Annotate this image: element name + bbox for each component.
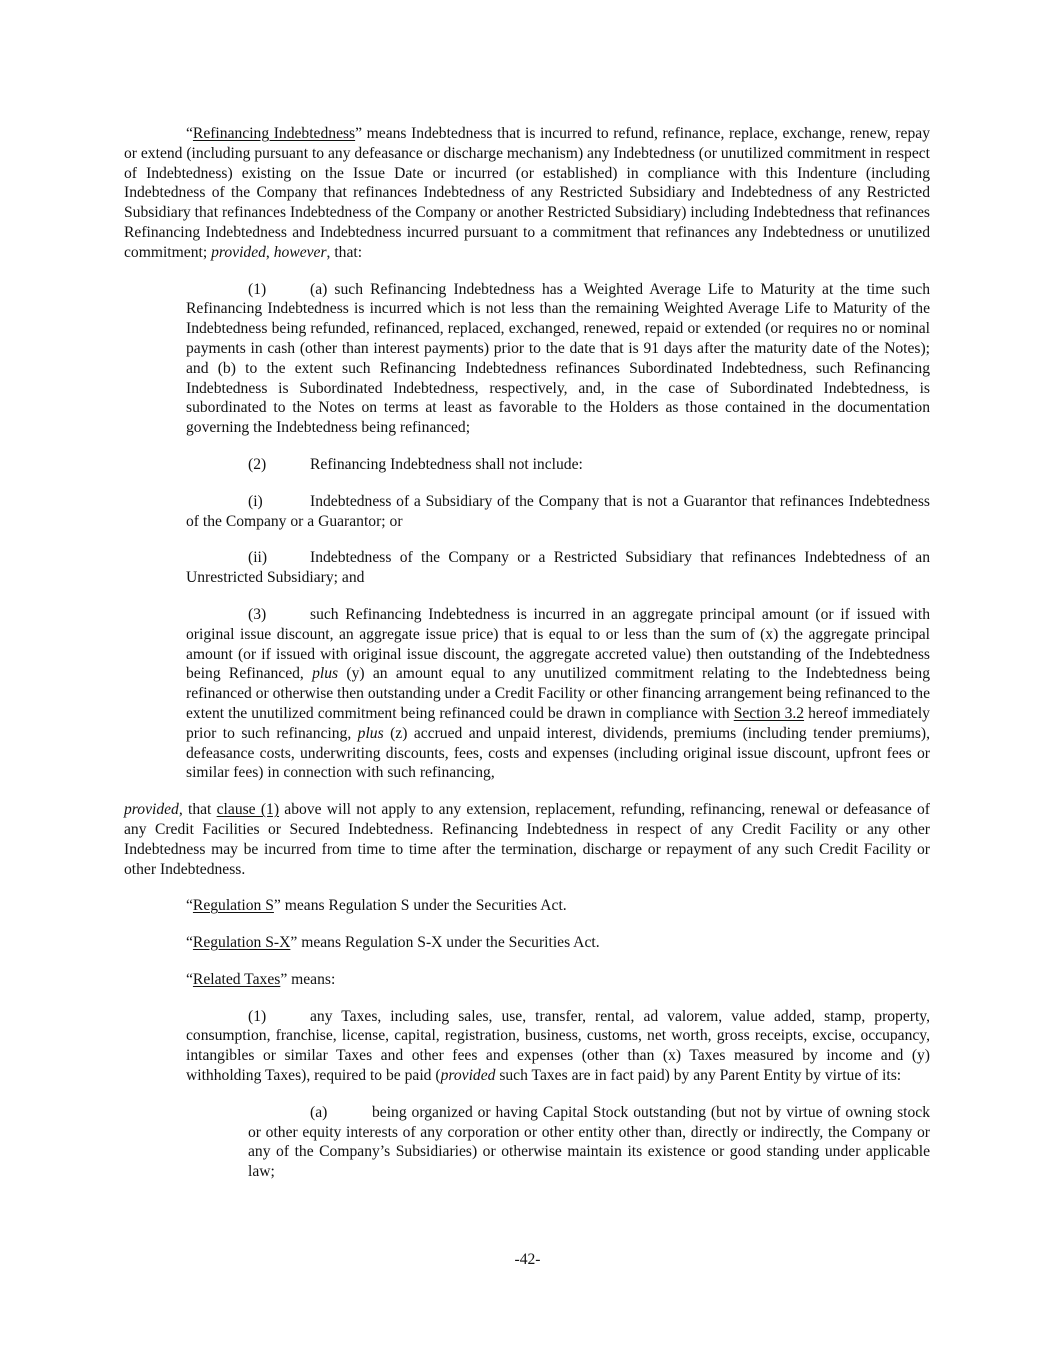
defined-term: Regulation S bbox=[192, 897, 274, 915]
defined-term: Related Taxes bbox=[192, 970, 281, 988]
section-reference: Section 3.2 bbox=[733, 704, 805, 722]
definition-regulation-s-x: “Regulation S-X” means Regulation S-X under the Securities Act. bbox=[186, 934, 600, 952]
clause-number: (3) bbox=[248, 605, 267, 623]
subclause-i: (i) Indebtedness of a Subsidiary of the Company that is not a Guarantor that refinances Indebtedness of the Company or a Guarantor; or bbox=[186, 492, 930, 530]
definition-regulation-s: “Regulation S” means Regulation S under the Securities Act. bbox=[186, 897, 567, 915]
clause-2: (2) Refinancing Indebtedness shall not include: bbox=[248, 455, 583, 473]
related-taxes-clause-1: (1) any Taxes, including sales, use, transfer, rental, ad valorem, value added, stamp, property, consumption, franchise, license, capital, registration, business, customs, net worth, gross receipts, excise, occupancy, intangibles or similar Taxes and other fees and expenses (other than (x) Taxes measured by income and (y) withholding Taxes), required to be paid (provided such Taxes are in fact paid) by any Parent Entity by virtue of its: bbox=[186, 1007, 930, 1085]
proviso-paragraph: provided, that clause (1) above will not apply to any extension, replacement, refunding, refinancing, renewal or defeasance of any Credit Facilities or Secured Indebtedness. Refinancing Indebtedness in respect of any Credit Facility or any other Indebtedness may be incurred from time to time after the termination, discharge or repayment of any such Credit Facility or other Indebtedness. bbox=[124, 801, 930, 878]
subclause-number: (a) bbox=[310, 1103, 328, 1121]
definition-refinancing-indebtedness: “Refinancing Indebtedness” means Indebtedness that is incurred to refund, refinance, replace, exchange, renew, repay or extend (including pursuant to any defeasance or discharge mechanism) any Indebtedness (or unutilized commitment in respect of Indebtedness) existing on the Issue Date or incurred (or established) in compliance with this Indenture (including Indebtedness of the Company that refinances Indebtedness of any Restricted Subsidiary and Indebtedness of any Restricted Subsidiary that refinances Indebtedness of the Company or another Restricted Subsidiary) including Indebtedness that refinances Refinancing Indebtedness and Indebtedness incurred pursuant to a commitment that refinances any Indebtedness or unutilized commitment; provided, however, that: bbox=[124, 125, 930, 261]
document-body bbox=[124, 124, 930, 1182]
clause-3: (3) such Refinancing Indebtedness is incurred in an aggregate principal amount (or if issued with original issue discount, an aggregate issue price) that is equal to or less than the sum of (x) the aggregate principal amount (or if issued with original issue discount, the aggregate accreted value) then outstanding of the Indebtedness being Refinanced, plus (y) an amount equal to any unutilized commitment relating to the Indebtedness being refinanced or otherwise then outstanding under a Credit Facility or other financing arrangement being refinanced to the extent the unutilized commitment being refinanced could be drawn in compliance with Section 3.2 hereof immediately prior to such refinancing, plus (z) accrued and unpaid interest, dividends, premiums (including tender premiums), defeasance costs, underwriting discounts, fees, costs and expenses (including original issue discount, upfront fees or similar fees) in connection with such refinancing, bbox=[186, 605, 930, 782]
subclause-ii: (ii) Indebtedness of the Company or a Restricted Subsidiary that refinances Indebtedness of an Unrestricted Subsidiary; and bbox=[186, 549, 930, 587]
defined-term: Regulation S-X bbox=[192, 934, 291, 952]
subclause-number: (i) bbox=[248, 492, 263, 510]
page-number: -42- bbox=[514, 1251, 541, 1268]
definition-related-taxes: “Related Taxes” means: bbox=[186, 970, 336, 988]
clause-number: (1) bbox=[248, 280, 267, 298]
subclause-number: (ii) bbox=[248, 549, 268, 567]
clause-1: (1) (a) such Refinancing Indebtedness has a Weighted Average Life to Maturity at the time such Refinancing Indebtedness is incurred which is not less than the remaining Weighted Average Life to Maturity of the Indebtedness being refunded, refinanced, replaced, exchanged, renewed, repaid or extended (or requires no or nominal payments in cash (other than interest payments) prior to the date that is 91 days after the maturity date of the Notes); and (b) to the extent such Refinancing Indebtedness refinances Subordinated Indebtedness, such Refinancing Indebtedness is Subordinated Indebtedness, respectively, and, in the case of Subordinated Indebtedness, is subordinated to the Notes on terms at least as favorable to the Holders as those contained in the documentation governing the Indebtedness being refinanced; bbox=[186, 280, 930, 437]
clause-reference: clause (1) bbox=[216, 801, 280, 819]
clause-number: (2) bbox=[248, 455, 267, 473]
defined-term: Refinancing Indebtedness bbox=[192, 125, 356, 142]
related-taxes-subclause-a: (a) being organized or having Capital Stock outstanding (but not by virtue of owning stock or other equity interests of any corporation or other entity other than, directly or indirectly, the Company or any of the Company’s Subsidiaries) or otherwise maintain its existence or good standing under applicable law; bbox=[248, 1103, 930, 1181]
clause-number: (1) bbox=[248, 1007, 267, 1025]
